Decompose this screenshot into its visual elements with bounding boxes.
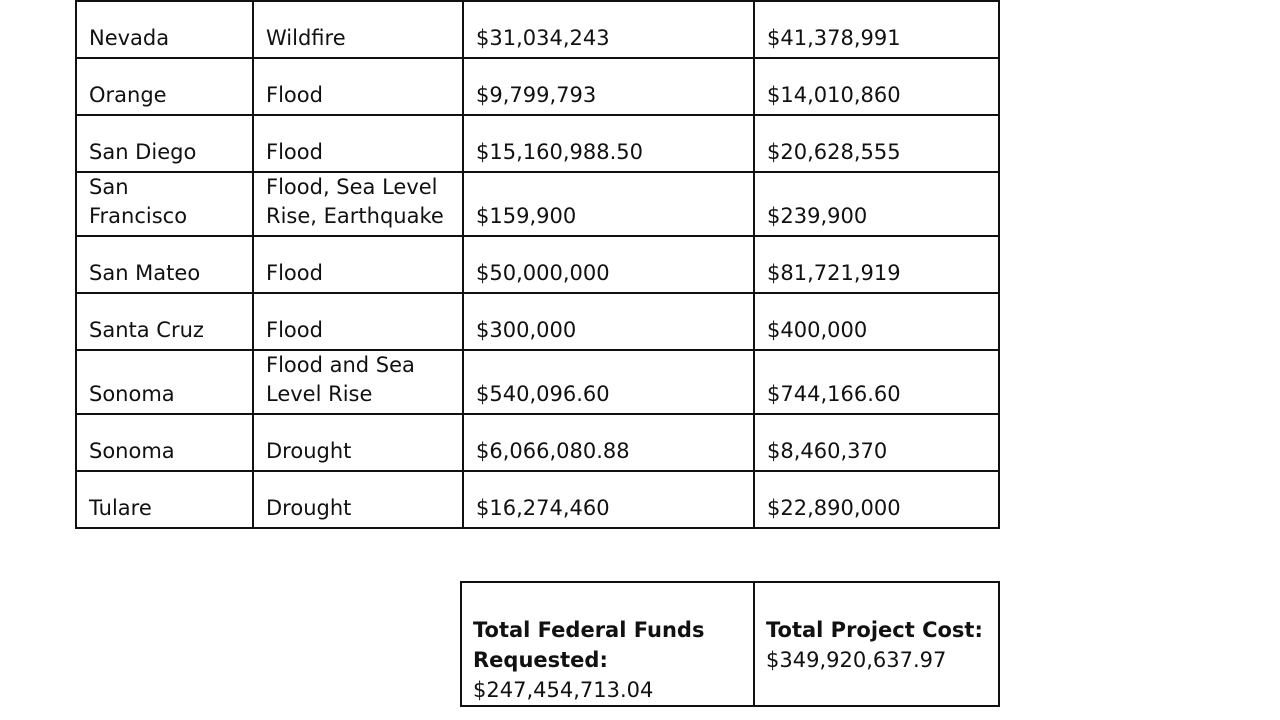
federal-funds-cell: $9,799,793 bbox=[463, 58, 754, 115]
totals-table bbox=[460, 581, 1000, 707]
hazard-cell: Flood and Sea Level Rise bbox=[253, 350, 463, 414]
table-row bbox=[76, 350, 999, 414]
totals-row bbox=[461, 582, 999, 706]
total-project-value: $349,920,637.97 bbox=[766, 648, 947, 672]
federal-funds-cell: $16,274,460 bbox=[463, 471, 754, 528]
hazard-cell: Drought bbox=[253, 471, 463, 528]
county-cell: San Mateo bbox=[76, 236, 253, 293]
total-project-cell bbox=[754, 582, 999, 706]
county-cell: Sonoma bbox=[76, 350, 253, 414]
table-row bbox=[76, 115, 999, 172]
federal-funds-cell: $50,000,000 bbox=[463, 236, 754, 293]
hazard-cell: Flood bbox=[253, 236, 463, 293]
total-federal-value: $247,454,713.04 bbox=[473, 678, 654, 702]
table-row bbox=[76, 58, 999, 115]
hazard-cell: Flood bbox=[253, 293, 463, 350]
table-row bbox=[76, 293, 999, 350]
hazard-cell: Wildfire bbox=[253, 1, 463, 58]
total-cost-cell: $22,890,000 bbox=[754, 471, 999, 528]
total-cost-cell: $239,900 bbox=[754, 172, 999, 236]
total-federal-label: Total Federal Funds Requested: bbox=[473, 618, 705, 672]
total-cost-cell: $41,378,991 bbox=[754, 1, 999, 58]
total-cost-cell: $400,000 bbox=[754, 293, 999, 350]
hazard-cell: Flood, Sea Level Rise, Earthquake bbox=[253, 172, 463, 236]
total-project-label: Total Project Cost: bbox=[766, 618, 983, 642]
total-cost-cell: $8,460,370 bbox=[754, 414, 999, 471]
county-cell: Tulare bbox=[76, 471, 253, 528]
county-cell: Orange bbox=[76, 58, 253, 115]
total-federal-cell bbox=[461, 582, 754, 706]
county-cell: Sonoma bbox=[76, 414, 253, 471]
table-row bbox=[76, 414, 999, 471]
federal-funds-cell: $15,160,988.50 bbox=[463, 115, 754, 172]
total-cost-cell: $81,721,919 bbox=[754, 236, 999, 293]
hazard-cell: Flood bbox=[253, 115, 463, 172]
hazard-cell: Drought bbox=[253, 414, 463, 471]
projects-table bbox=[75, 0, 1000, 529]
county-cell: Santa Cruz bbox=[76, 293, 253, 350]
table-row bbox=[76, 1, 999, 58]
total-cost-cell: $14,010,860 bbox=[754, 58, 999, 115]
federal-funds-cell: $300,000 bbox=[463, 293, 754, 350]
federal-funds-cell: $159,900 bbox=[463, 172, 754, 236]
table-row bbox=[76, 172, 999, 236]
federal-funds-cell: $540,096.60 bbox=[463, 350, 754, 414]
hazard-cell: Flood bbox=[253, 58, 463, 115]
table-row bbox=[76, 236, 999, 293]
county-cell: San Diego bbox=[76, 115, 253, 172]
county-cell: Nevada bbox=[76, 1, 253, 58]
federal-funds-cell: $31,034,243 bbox=[463, 1, 754, 58]
federal-funds-cell: $6,066,080.88 bbox=[463, 414, 754, 471]
table-row bbox=[76, 471, 999, 528]
total-cost-cell: $744,166.60 bbox=[754, 350, 999, 414]
total-cost-cell: $20,628,555 bbox=[754, 115, 999, 172]
projects-table-body bbox=[76, 1, 999, 528]
county-cell: San Francisco bbox=[76, 172, 253, 236]
